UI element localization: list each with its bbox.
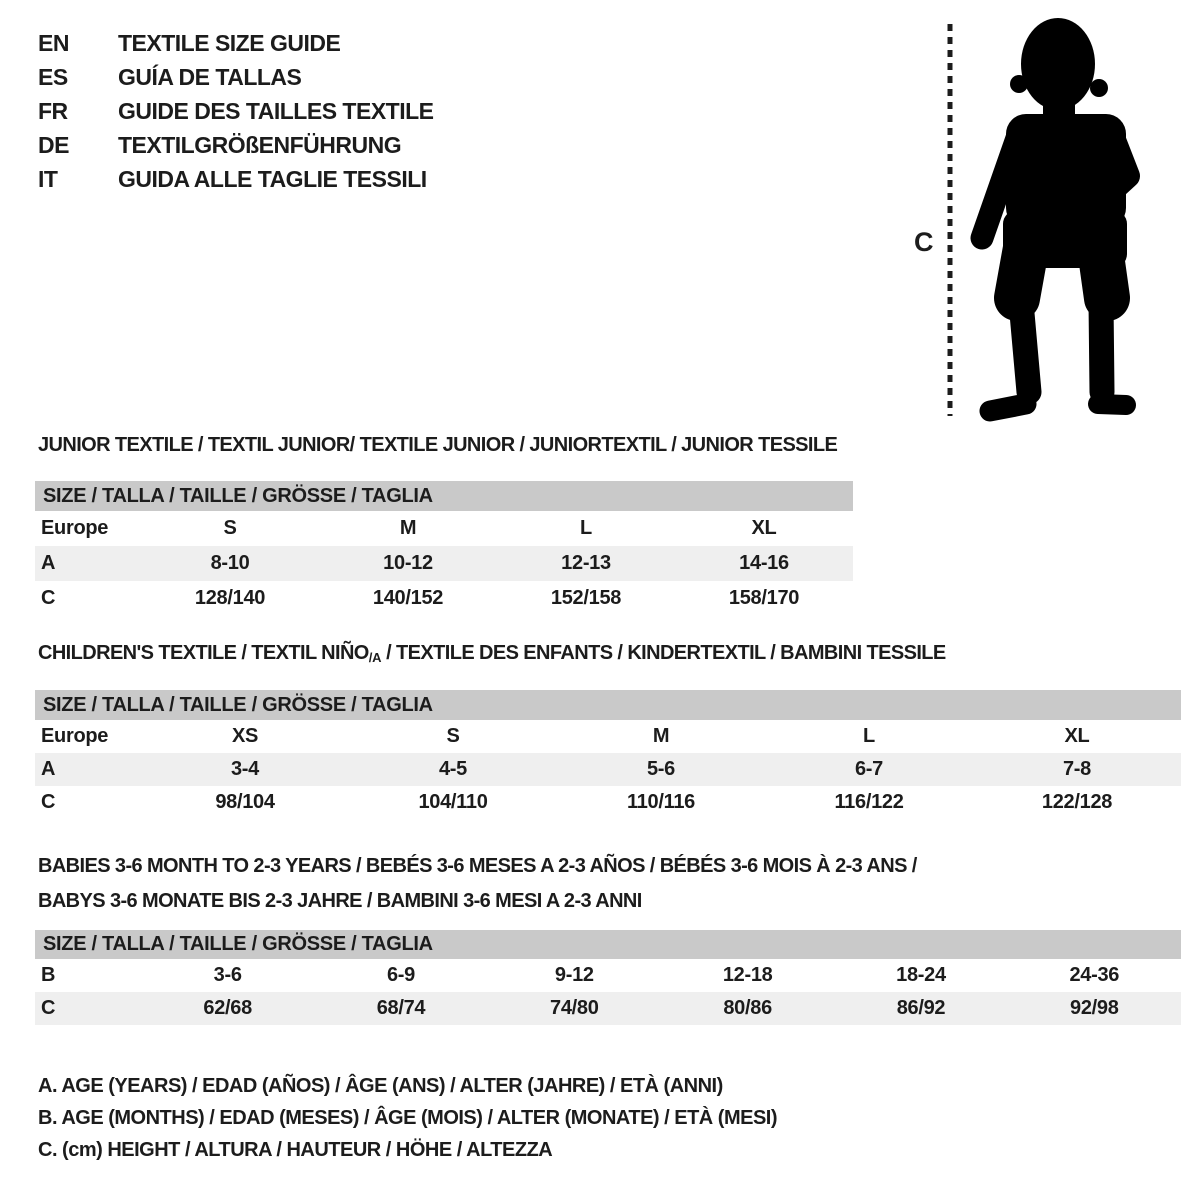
toddler-silhouette-shape <box>982 18 1128 411</box>
age-cell: 5-6 <box>646 758 675 780</box>
row-label: B <box>41 964 56 986</box>
size-cell: XS <box>231 725 259 747</box>
size-cell: L <box>863 725 875 747</box>
age-cell: 6-9 <box>386 964 415 986</box>
junior-table-size-header: SIZE / TALLA / TAILLE / GRÖSSE / TAGLIA <box>35 481 853 511</box>
age-cell: 3-4 <box>230 758 259 780</box>
age-cell: 14-16 <box>739 552 789 574</box>
figure-measure-label: C <box>914 227 934 257</box>
legend-line-a: A. AGE (YEARS) / EDAD (AÑOS) / ÂGE (ANS) / ALTER (JAHRE) / ETÀ (ANNI) <box>38 1075 723 1097</box>
size-cell: XL <box>1064 725 1090 747</box>
size-cell: M <box>399 517 417 539</box>
height-cell: 62/68 <box>203 997 252 1019</box>
size-cell: L <box>580 517 592 539</box>
table-row-age-years <box>35 546 853 581</box>
language-row-fr <box>38 94 434 128</box>
height-cell: 128/140 <box>194 587 266 609</box>
language-title-fr: GUIDE DES TAILLES TEXTILE <box>118 97 434 124</box>
legend-line-c: C. (cm) HEIGHT / ALTURA / HAUTEUR / HÖHE / ALTEZZA <box>38 1139 553 1161</box>
language-code-it: IT <box>38 165 58 192</box>
junior-section-title: JUNIOR TEXTILE / TEXTIL JUNIOR/ TEXTILE JUNIOR / JUNIORTEXTIL / JUNIOR TESSILE <box>38 434 838 456</box>
table-row-europe <box>35 720 1181 753</box>
language-code-en: EN <box>38 29 69 56</box>
height-cell: 98/104 <box>215 791 275 813</box>
age-cell: 6-7 <box>854 758 883 780</box>
language-title-it: GUIDA ALLE TAGLIE TESSILI <box>118 165 427 192</box>
children-title-subscript: /A <box>368 650 382 665</box>
language-row-de <box>38 128 434 162</box>
table-row-height-cm <box>35 786 1181 819</box>
height-cell: 140/152 <box>372 587 444 609</box>
language-title-es: GUÍA DE TALLAS <box>118 63 302 90</box>
language-title-de: TEXTILGRÖßENFÜHRUNG <box>118 131 402 158</box>
babies-title-line2: BABYS 3-6 MONATE BIS 2-3 JAHRE / BAMBINI 3-6 MESI A 2-3 ANNI <box>38 890 642 912</box>
table-row-age-years <box>35 753 1181 786</box>
height-cell: 152/158 <box>550 587 622 609</box>
age-cell: 3-6 <box>213 964 242 986</box>
age-cell: 10-12 <box>383 552 433 574</box>
babies-section-title <box>38 849 917 919</box>
language-title-list <box>38 26 434 196</box>
row-label: C <box>41 997 56 1019</box>
age-cell: 12-13 <box>561 552 611 574</box>
babies-size-table <box>35 930 1181 1025</box>
age-cell: 4-5 <box>438 758 467 780</box>
age-cell: 24-36 <box>1069 964 1120 986</box>
row-label: A <box>41 552 56 574</box>
row-label: Europe <box>41 517 109 539</box>
height-cell: 68/74 <box>376 997 426 1019</box>
language-code-de: DE <box>38 131 69 158</box>
age-cell: 7-8 <box>1062 758 1091 780</box>
height-cell: 86/92 <box>896 997 946 1019</box>
size-cell: M <box>652 725 670 747</box>
language-code-es: ES <box>38 63 68 90</box>
children-table-size-header: SIZE / TALLA / TAILLE / GRÖSSE / TAGLIA <box>35 690 1181 720</box>
children-section-title <box>38 642 946 665</box>
height-cell: 80/86 <box>723 997 772 1019</box>
height-cell: 92/98 <box>1070 997 1119 1019</box>
row-label: Europe <box>41 725 109 747</box>
toddler-silhouette-icon <box>900 10 1160 430</box>
size-cell: S <box>446 725 460 747</box>
age-cell: 8-10 <box>210 552 250 574</box>
height-cell: 158/170 <box>728 587 800 609</box>
language-row-it <box>38 162 434 196</box>
height-cell: 74/80 <box>550 997 599 1019</box>
language-row-es <box>38 60 434 94</box>
language-row-en <box>38 26 434 60</box>
legend-line-b: B. AGE (MONTHS) / EDAD (MESES) / ÂGE (MOIS) / ALTER (MONATE) / ETÀ (MESI) <box>38 1107 778 1129</box>
height-cell: 116/122 <box>834 791 904 813</box>
language-code-fr: FR <box>38 97 68 124</box>
height-cell: 104/110 <box>418 791 488 813</box>
children-title-prefix: CHILDREN'S TEXTILE / TEXTIL NIÑO <box>38 642 369 664</box>
size-cell: XL <box>751 517 777 539</box>
table-row-height-cm <box>35 581 853 616</box>
age-cell: 12-18 <box>722 964 773 986</box>
size-cell: S <box>223 517 237 539</box>
table-row-age-months <box>35 959 1181 992</box>
age-cell: 18-24 <box>896 964 946 986</box>
table-row-height-cm <box>35 992 1181 1025</box>
height-cell: 122/128 <box>1041 791 1113 813</box>
measure-legend <box>38 1070 777 1166</box>
junior-size-table <box>35 481 853 616</box>
language-title-en: TEXTILE SIZE GUIDE <box>118 29 341 56</box>
height-cell: 110/116 <box>627 791 695 813</box>
babies-title-line1: BABIES 3-6 MONTH TO 2-3 YEARS / BEBÉS 3-6 MESES A 2-3 AÑOS / BÉBÉS 3-6 MOIS À 2-3 ANS / <box>38 855 917 877</box>
children-size-table <box>35 690 1181 819</box>
babies-table-size-header: SIZE / TALLA / TAILLE / GRÖSSE / TAGLIA <box>35 930 1181 959</box>
row-label: C <box>41 791 56 813</box>
row-label: C <box>41 587 56 609</box>
age-cell: 9-12 <box>554 964 594 986</box>
children-title-suffix: / TEXTILE DES ENFANTS / KINDERTEXTIL / BAMBINI TESSILE <box>381 642 946 664</box>
row-label: A <box>41 758 56 780</box>
table-row-europe <box>35 511 853 546</box>
